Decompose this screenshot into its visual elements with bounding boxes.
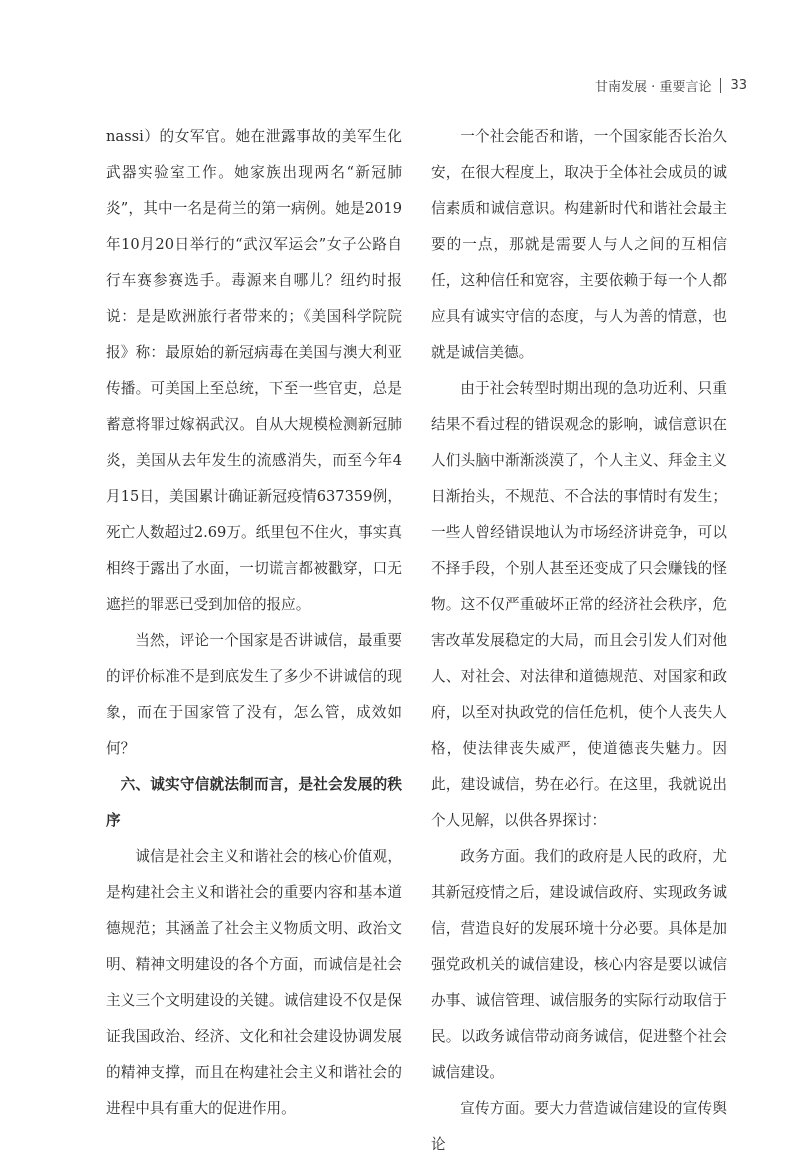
paragraph: 当然，评论一个国家是否讲诚信，最重要的评价标准不是到底发生了多少不讲诚信的现象，而在于国家管了没有，怎么管，成效如何？ [106,632,402,757]
left-column [106,119,402,1127]
running-header [595,76,747,95]
header-divider [720,78,721,93]
paragraph: nassi）的女军官。她在泄露事故的美军生化武器实验室工作。她家族出现两名“新冠肺炎”，其中一名是荷兰的第一病例。她是2019年10月20日举行的“武汉军运会”女子公路自行车赛参赛选手。毒源来自哪儿？纽约时报说：是是欧洲旅行者带来的；《美国科学院院报》称：最原始的新冠病毒在美国与澳大利亚传播。可美国上至总统，下至一些官吏，总是蓄意将罪过嫁祸武汉。自从大规模检测新冠肺炎，美国从去年发生的流感消失，而至今年4月15日，美国累计确证新冠疫情637359例，死亡人数超过2.69万。纸里包不住火，事实真相终于露出了水面，一切谎言都被戳穿，口无遮拦的罪恶已受到加倍的报应。 [106,128,402,613]
right-column [431,119,727,1163]
running-title: 甘南发展 · 重要言论 [595,80,712,95]
section-heading: 六、诚实守信就法制而言，是社会发展的秩序 [106,776,402,829]
page-number: 33 [730,78,747,93]
paragraph: 宣传方面。要大力营造诚信建设的宣传舆论 [431,1100,727,1153]
paragraph: 由于社会转型时期出现的急功近利、只重结果不看过程的错误观念的影响，诚信意识在人们头脑中渐渐淡漠了，个人主义、拜金主义日渐抬头，不规范、不合法的事情时有发生；一些人曾经错误地认为市场经济讲竞争，可以不择手段，个别人甚至还变成了只会赚钱的怪物。这不仅严重破坏正常的经济社会秩序，危害改革发展稳定的大局，而且会引发人们对他人、对社会、对法律和道德规范、对国家和政府，以至对执政党的信任危机，使个人丧失人格，使法律丧失威严，使道德丧失魅力。因此，建设诚信，势在必行。在这里，我就说出个人见解，以供各界探讨： [431,380,727,829]
paragraph: 政务方面。我们的政府是人民的政府，尤其新冠疫情之后，建设诚信政府、实现政务诚信，营造良好的发展环境十分必要。具体是加强党政机关的诚信建设，核心内容是要以诚信办事、诚信管理、诚信服务的实际行动取信于民。以政务诚信带动商务诚信，促进整个社会诚信建设。 [431,848,727,1081]
paragraph: 一个社会能否和谐，一个国家能否长治久安，在很大程度上，取决于全体社会成员的诚信素质和诚信意识。构建新时代和谐社会最主要的一点，那就是需要人与人之间的互相信任，这种信任和宽容，主要依赖于每一个人都应具有诚实守信的态度，与人为善的情意，也就是诚信美德。 [431,128,727,361]
paragraph: 诚信是社会主义和谐社会的核心价值观，是构建社会主义和谐社会的重要内容和基本道德规范；其涵盖了社会主义物质文明、政治文明、精神文明建设的各个方面，而诚信是社会主义三个文明建设的关键。诚信建设不仅是保证我国政治、经济、文化和社会建设协调发展的精神支撑，而且在构建社会主义和谐社会的进程中具有重大的促进作用。 [106,848,402,1117]
